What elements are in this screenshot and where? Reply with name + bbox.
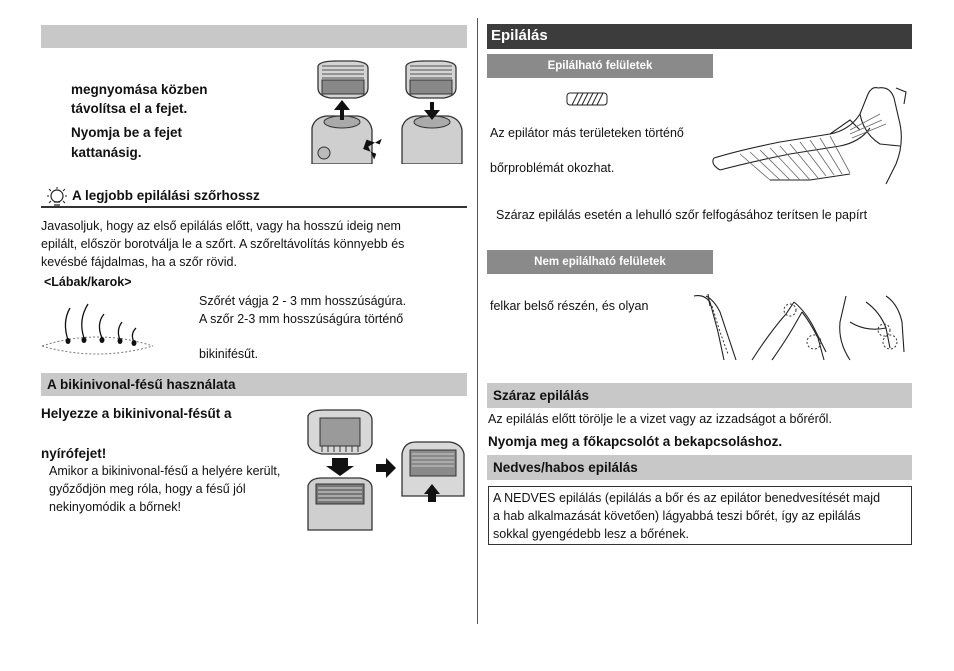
bikini-note-line-2: győződjön meg róla, hogy a fésű jól — [49, 482, 246, 496]
wet-epilation-heading: Nedves/habos epilálás — [493, 460, 638, 475]
left-top-bar — [41, 25, 467, 48]
dry-epilation-line-2: Nyomja meg a főkapcsolót a bekapcsoláshoz. — [488, 434, 783, 449]
legs-arms-label: <Lábak/karok> — [44, 275, 132, 289]
remove-head-line-4: kattanásig. — [71, 145, 142, 160]
epilable-areas-label: Epilálható felületek — [547, 60, 653, 72]
remove-head-line-1: megnyomása közben — [71, 82, 208, 97]
epilable-line-2: bőrproblémát okozhat. — [490, 161, 615, 175]
non-epilable-line-1: felkar belső részén, és olyan — [490, 299, 649, 313]
column-divider — [477, 18, 478, 624]
leg-epilation-illustration — [710, 84, 910, 188]
epilation-title-bar — [487, 24, 912, 49]
non-epilable-body-illustration — [690, 292, 910, 362]
dry-paper-note: Száraz epilálás esetén a lehulló szőr felfogásához terítsen le papírt — [496, 208, 868, 222]
remove-head-line-3: Nyomja be a fejet — [71, 125, 183, 140]
wet-note-line-2: a hab alkalmazását követően) lágyabbá teszi bőrét, így az epilálás — [493, 509, 861, 523]
non-epilable-areas-label: Nem epilálható felületek — [534, 256, 666, 268]
bikini-comb-heading: A bikinivonal-fésű használata — [47, 377, 236, 392]
cut-length-line-3: bikinifésűt. — [199, 347, 259, 361]
hair-length-underline — [41, 206, 467, 208]
hair-length-illustration — [40, 300, 155, 356]
hair-length-heading: A legjobb epilálási szőrhossz — [72, 188, 260, 203]
hatched-box-icon — [566, 92, 608, 106]
bikini-step-line-2: nyírófejet! — [41, 446, 107, 461]
hair-length-paragraph-3: kevésbé fájdalmas, ha a szőr rövid. — [41, 255, 237, 269]
dry-epilation-line-1: Az epilálás előtt törölje le a vizet vagy az izzadságot a bőréről. — [488, 412, 832, 426]
hair-length-paragraph-2: epilált, először borotválja le a szőrt. A szőreltávolítás könnyebb és — [41, 237, 405, 251]
hair-length-paragraph-1: Javasoljuk, hogy az első epilálás előtt, vagy ha hosszú ideig nem — [41, 219, 401, 233]
bikini-comb-attach-illustration — [302, 408, 466, 532]
epilator-head-removal-illustration — [306, 60, 466, 164]
bikini-note-line-1: Amikor a bikinivonal-fésű a helyére került, — [49, 464, 281, 478]
wet-note-line-3: sokkal gyengédebb lesz a bőrének. — [493, 527, 689, 541]
epilable-line-1: Az epilátor más területeken történő — [490, 126, 684, 140]
lightbulb-icon — [44, 186, 70, 208]
remove-head-line-2: távolítsa el a fejet. — [71, 101, 188, 116]
cut-length-line-2: A szőr 2-3 mm hosszúságúra történő — [199, 312, 404, 326]
dry-epilation-heading: Száraz epilálás — [493, 388, 590, 403]
bikini-step-line-1: Helyezze a bikinivonal-fésűt a — [41, 406, 232, 421]
bikini-note-line-3: nekinyomódik a bőrnek! — [49, 500, 182, 514]
epilation-title: Epilálás — [491, 27, 548, 44]
wet-note-line-1: A NEDVES epilálás (epilálás a bőr és az epilátor benedvesítését majd — [493, 491, 881, 505]
cut-length-line-1: Szőrét vágja 2 - 3 mm hosszúságúra. — [199, 294, 407, 308]
